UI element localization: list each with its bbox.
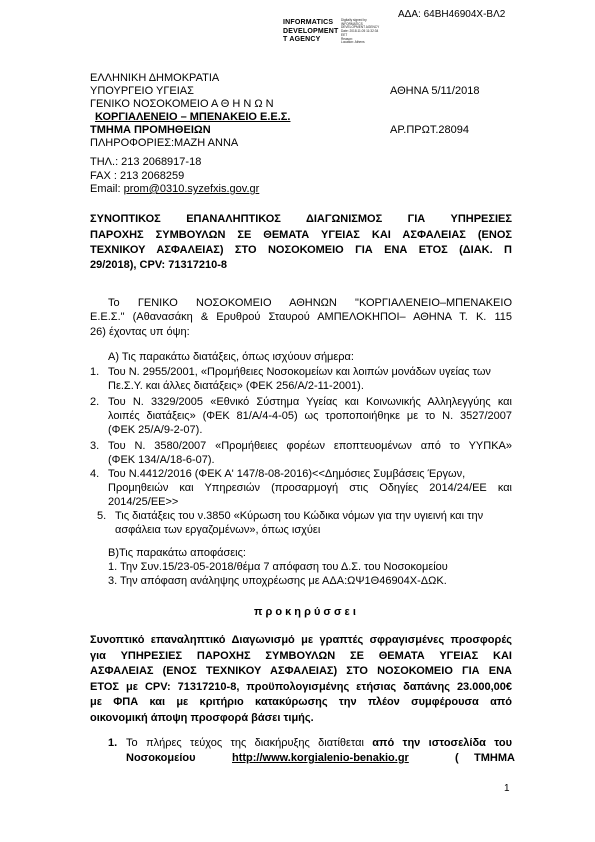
agency-logo [283, 19, 338, 45]
list-number: 1. [90, 366, 100, 378]
digital-signature-stamp: Digitally signed by INFORMATICS DEVELOPMENT AGENCY Date: 2018.11.05 11:32:34 EET Reason: Location: Athens [341, 18, 380, 45]
list-item: ασφάλεια των εργαζομένων», όπως ισχύει [115, 524, 321, 536]
point1-line: Το πλήρες τεύχος της διακήρυξης διατίθεται από την ιστοσελίδα του [126, 737, 512, 749]
document-title [90, 212, 512, 259]
protocol-number: ΑΡ.ΠΡΩΤ.28094 [390, 124, 469, 136]
open-paren: ( [455, 752, 459, 764]
header-contact-person: ΠΛΗΡΟΦΟΡΙΕΣ:ΜΑΖΗ ΑΝΝΑ [90, 137, 239, 149]
intro-line: Ε.Ε.Σ." (Αθανασάκη & Ερυθρού Σταυρού ΑΜΠΕΛΟΚΗΠΟΙ– ΑΘΗΝΑ Τ. Κ. 115 [90, 311, 512, 323]
hospital-website-link[interactable]: http://www.korgialenio-benakio.gr [232, 752, 409, 764]
logo-line: DEVELOPMENT [283, 27, 339, 35]
email-link[interactable]: prom@0310.syzefxis.gov.gr [123, 183, 260, 195]
list-item: 3. Την απόφαση ανάληψης υποχρέωσης με ΑΔΑ:ΩΨ1Θ46904Χ-ΔΩΚ. [108, 575, 447, 587]
list-number: 1. [108, 737, 118, 749]
section-a-heading: Α) Τις παρακάτω διατάξεις, όπως ισχύουν σήμερα: [108, 351, 354, 363]
list-item: Πε.Σ.Υ. και άλλες διατάξεις» (ΦΕΚ 256/Α/2-11-2001). [108, 380, 364, 392]
header-fax: FAX : 213 2068259 [90, 170, 185, 182]
summary-line: ΑΣΦΑΛΕΙΑΣ (ΕΝΟΣ ΤΕΧΝΙΚΟΥ ΑΣΦΑΛΕΙΑΣ) ΣΤΟ ΝΟΣΟΚΟΜΕΙΟ ΓΙΑ ΕΝΑ [90, 665, 512, 677]
logo-line: INFORMATICS [283, 19, 334, 26]
intro-line: Το ΓΕΝΙΚΟ ΝΟΣΟΚΟΜΕΙΟ ΑΘΗΝΩΝ "ΚΟΡΓΙΑΛΕΝΕΙΟ–ΜΠΕΝΑΚΕΙΟ [108, 297, 512, 309]
list-item: Του Ν. 3580/2007 «Προμήθειες φορέων εποπτευομένων από το ΥΥΠΚΑ» [108, 440, 512, 452]
ada-code: ΑΔΑ: 64ΒΗ46904Χ-ΒΛ2 [398, 9, 506, 20]
list-item: (ΦΕΚ 134/Α/18-6-07). [108, 454, 215, 466]
header-email-row [90, 183, 259, 196]
intro-line: 26) έχοντας υπ όψη: [90, 326, 190, 338]
list-item: Προμηθειών και Υπηρεσιών (προσαρμογή στις Οδηγίες 2014/24/ΕΕ και [108, 482, 512, 494]
title-line: ΠΑΡΟΧΗΣ ΣΥΜΒΟΥΛΩΝ ΣΕ ΘΕΜΑΤΑ ΥΓΕΙΑΣ ΚΑΙ ΑΣΦΑΛΕΙΑΣ (ΕΝΟΣ [90, 228, 512, 241]
list-number: 2. [90, 396, 100, 408]
list-item: Του Ν. 3329/2005 «Εθνικό Σύστημα Υγείας και Κοινωνικής Αλληλεγγύης και [108, 396, 512, 408]
summary-line: οικονομική άποψη προσφορά βάσει τιμής. [90, 711, 314, 724]
list-item: (ΦΕΚ 25/Α/9-2-07). [108, 424, 203, 436]
list-item: λοιπές διατάξεις» (ΦΕΚ 81/Α/4-4-05) ως τροποποιήθηκε με το Ν. 3527/2007 [108, 410, 512, 422]
email-label: Email: [90, 183, 121, 195]
proclaims-heading: π ρ ο κ η ρ ύ σ σ ε ι [254, 606, 356, 618]
header-phone: ΤΗΛ.: 213 2068917-18 [90, 156, 202, 168]
summary-line: ΕΤΟΣ με CPV: 71317210-8, προϋπολογισμένης ετήσιας δαπάνης 23.000,00€ [90, 680, 512, 693]
list-item: Του Ν.4412/2016 (ΦΕΚ Α' 147/8-08-2016)<<Δημόσιες Συμβάσεις Έργων, [108, 468, 466, 480]
point1-website-label: Νοσοκομείου [126, 752, 196, 764]
list-item: Τις διατάξεις του ν.3850 «Κύρωση του Κώδικα νόμων για την υγιεινή και την [115, 510, 484, 522]
summary-paragraph [90, 633, 512, 726]
document-date: ΑΘΗΝΑ 5/11/2018 [390, 85, 480, 97]
header-department: ΤΜΗΜΑ ΠΡΟΜΗΘΕΙΩΝ [90, 124, 211, 136]
summary-line: για ΥΠΗΡΕΣΙΕΣ ΠΑΡΟΧΗΣ ΣΥΜΒΟΥΛΩΝ ΣΕ ΘΕΜΑΤΑ ΥΓΕΙΑΣ ΚΑΙ [90, 649, 512, 662]
list-item: Του Ν. 2955/2001, «Προμήθειες Νοσοκομείων και λοιπών μονάδων υγείας των [108, 366, 491, 378]
title-line: 29/2018), CPV: 71317210-8 [90, 259, 227, 271]
list-number: 3. [90, 440, 100, 452]
header-ministry: ΥΠΟΥΡΓΕΙΟ ΥΓΕΙΑΣ [90, 85, 194, 97]
logo-line: T AGENCY [283, 36, 321, 43]
summary-line: με ΦΠΑ και με κριτήριο κατακύρωσης την πλέον συμφέρουσα από [90, 696, 512, 708]
list-number: 5. [97, 510, 107, 522]
list-item: 2014/25/ΕΕ>> [108, 496, 179, 508]
section-b-heading: Β)Τις παρακάτω αποφάσεις: [108, 547, 246, 559]
title-line: ΣΥΝΟΠΤΙΚΟΣ ΕΠΑΝΑΛΗΠΤΙΚΟΣ ΔΙΑΓΩΝΙΣΜΟΣ ΓΙΑ ΥΠΗΡΕΣΙΕΣ [90, 213, 512, 225]
title-line: ΤΕΧΝΙΚΟΥ ΑΣΦΑΛΕΙΑΣ) ΣΤΟ ΝΟΣΟΚΟΜΕΙΟ ΓΙΑ ΕΝΑ ΕΤΟΣ (ΔΙΑΚ. Π [90, 244, 512, 256]
page-number: 1 [504, 783, 510, 794]
header-hospital: ΓΕΝΙΚΟ ΝΟΣΟΚΟΜΕΙΟ Α Θ Η Ν Ω Ν [90, 98, 274, 110]
summary-line: Συνοπτικό επαναληπτικό Διαγωνισμό με γραπτές σφραγισμένες προσφορές [90, 634, 512, 646]
list-number: 4. [90, 468, 100, 480]
point1-department: ΤΜΗΜΑ [474, 752, 515, 764]
header-country: ΕΛΛΗΝΙΚΗ ΔΗΜΟΚΡΑΤΙΑ [90, 72, 220, 84]
header-hospital-name: ΚΟΡΓΙΑΛΕΝΕΙΟ – ΜΠΕΝΑΚΕΙΟ Ε.Ε.Σ. [95, 111, 291, 123]
list-item: 1. Την Συν.15/23-05-2018/θέμα 7 απόφαση του Δ.Σ. του Νοσοκομείου [108, 561, 448, 573]
